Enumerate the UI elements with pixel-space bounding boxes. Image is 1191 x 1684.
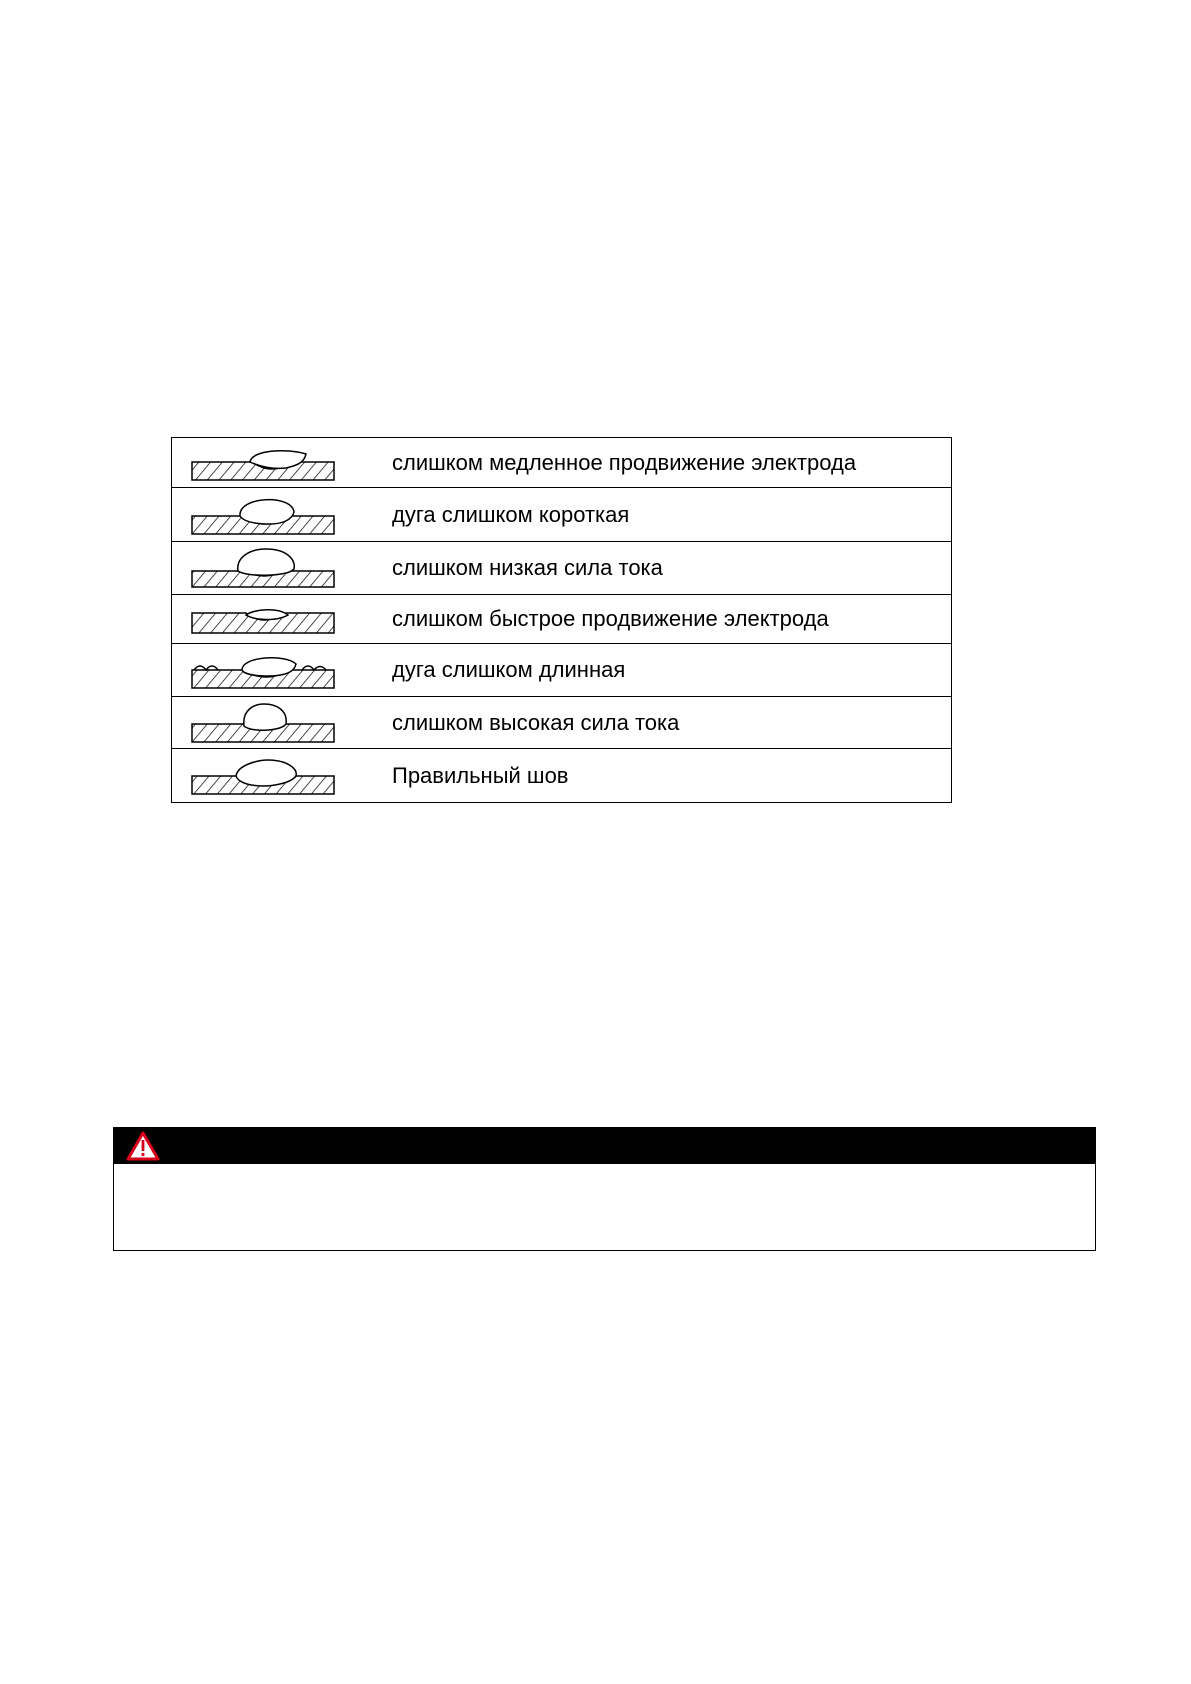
table-row: [172, 542, 952, 595]
weld-defect-label: дуга слишком короткая: [390, 488, 952, 542]
table-row: [172, 749, 952, 803]
warning-box: [113, 1127, 1096, 1251]
table-row: [172, 644, 952, 697]
weld-defect-label: слишком медленное продвижение электрода: [390, 438, 952, 488]
table-row: [172, 595, 952, 644]
warning-header: [114, 1128, 1095, 1164]
weld-seam-correct-icon: [172, 749, 391, 803]
weld-defect-label: слишком быстрое продвижение электрода: [390, 595, 952, 644]
weld-defect-label: дуга слишком длинная: [390, 644, 952, 697]
weld-seam-slow-travel-icon: [172, 438, 391, 488]
warning-triangle-icon: [126, 1131, 160, 1161]
weld-seam-long-arc-icon: [172, 644, 391, 697]
weld-seam-short-arc-icon: [172, 488, 391, 542]
weld-defect-label: слишком низкая сила тока: [390, 542, 952, 595]
weld-defect-label: Правильный шов: [390, 749, 952, 803]
table-row: [172, 438, 952, 488]
table-row: [172, 488, 952, 542]
weld-seam-low-current-icon: [172, 542, 391, 595]
table-row: [172, 697, 952, 749]
weld-defect-label: слишком высокая сила тока: [390, 697, 952, 749]
weld-defects-table: [171, 437, 952, 803]
weld-seam-high-current-icon: [172, 697, 391, 749]
weld-seam-fast-travel-icon: [172, 595, 391, 644]
